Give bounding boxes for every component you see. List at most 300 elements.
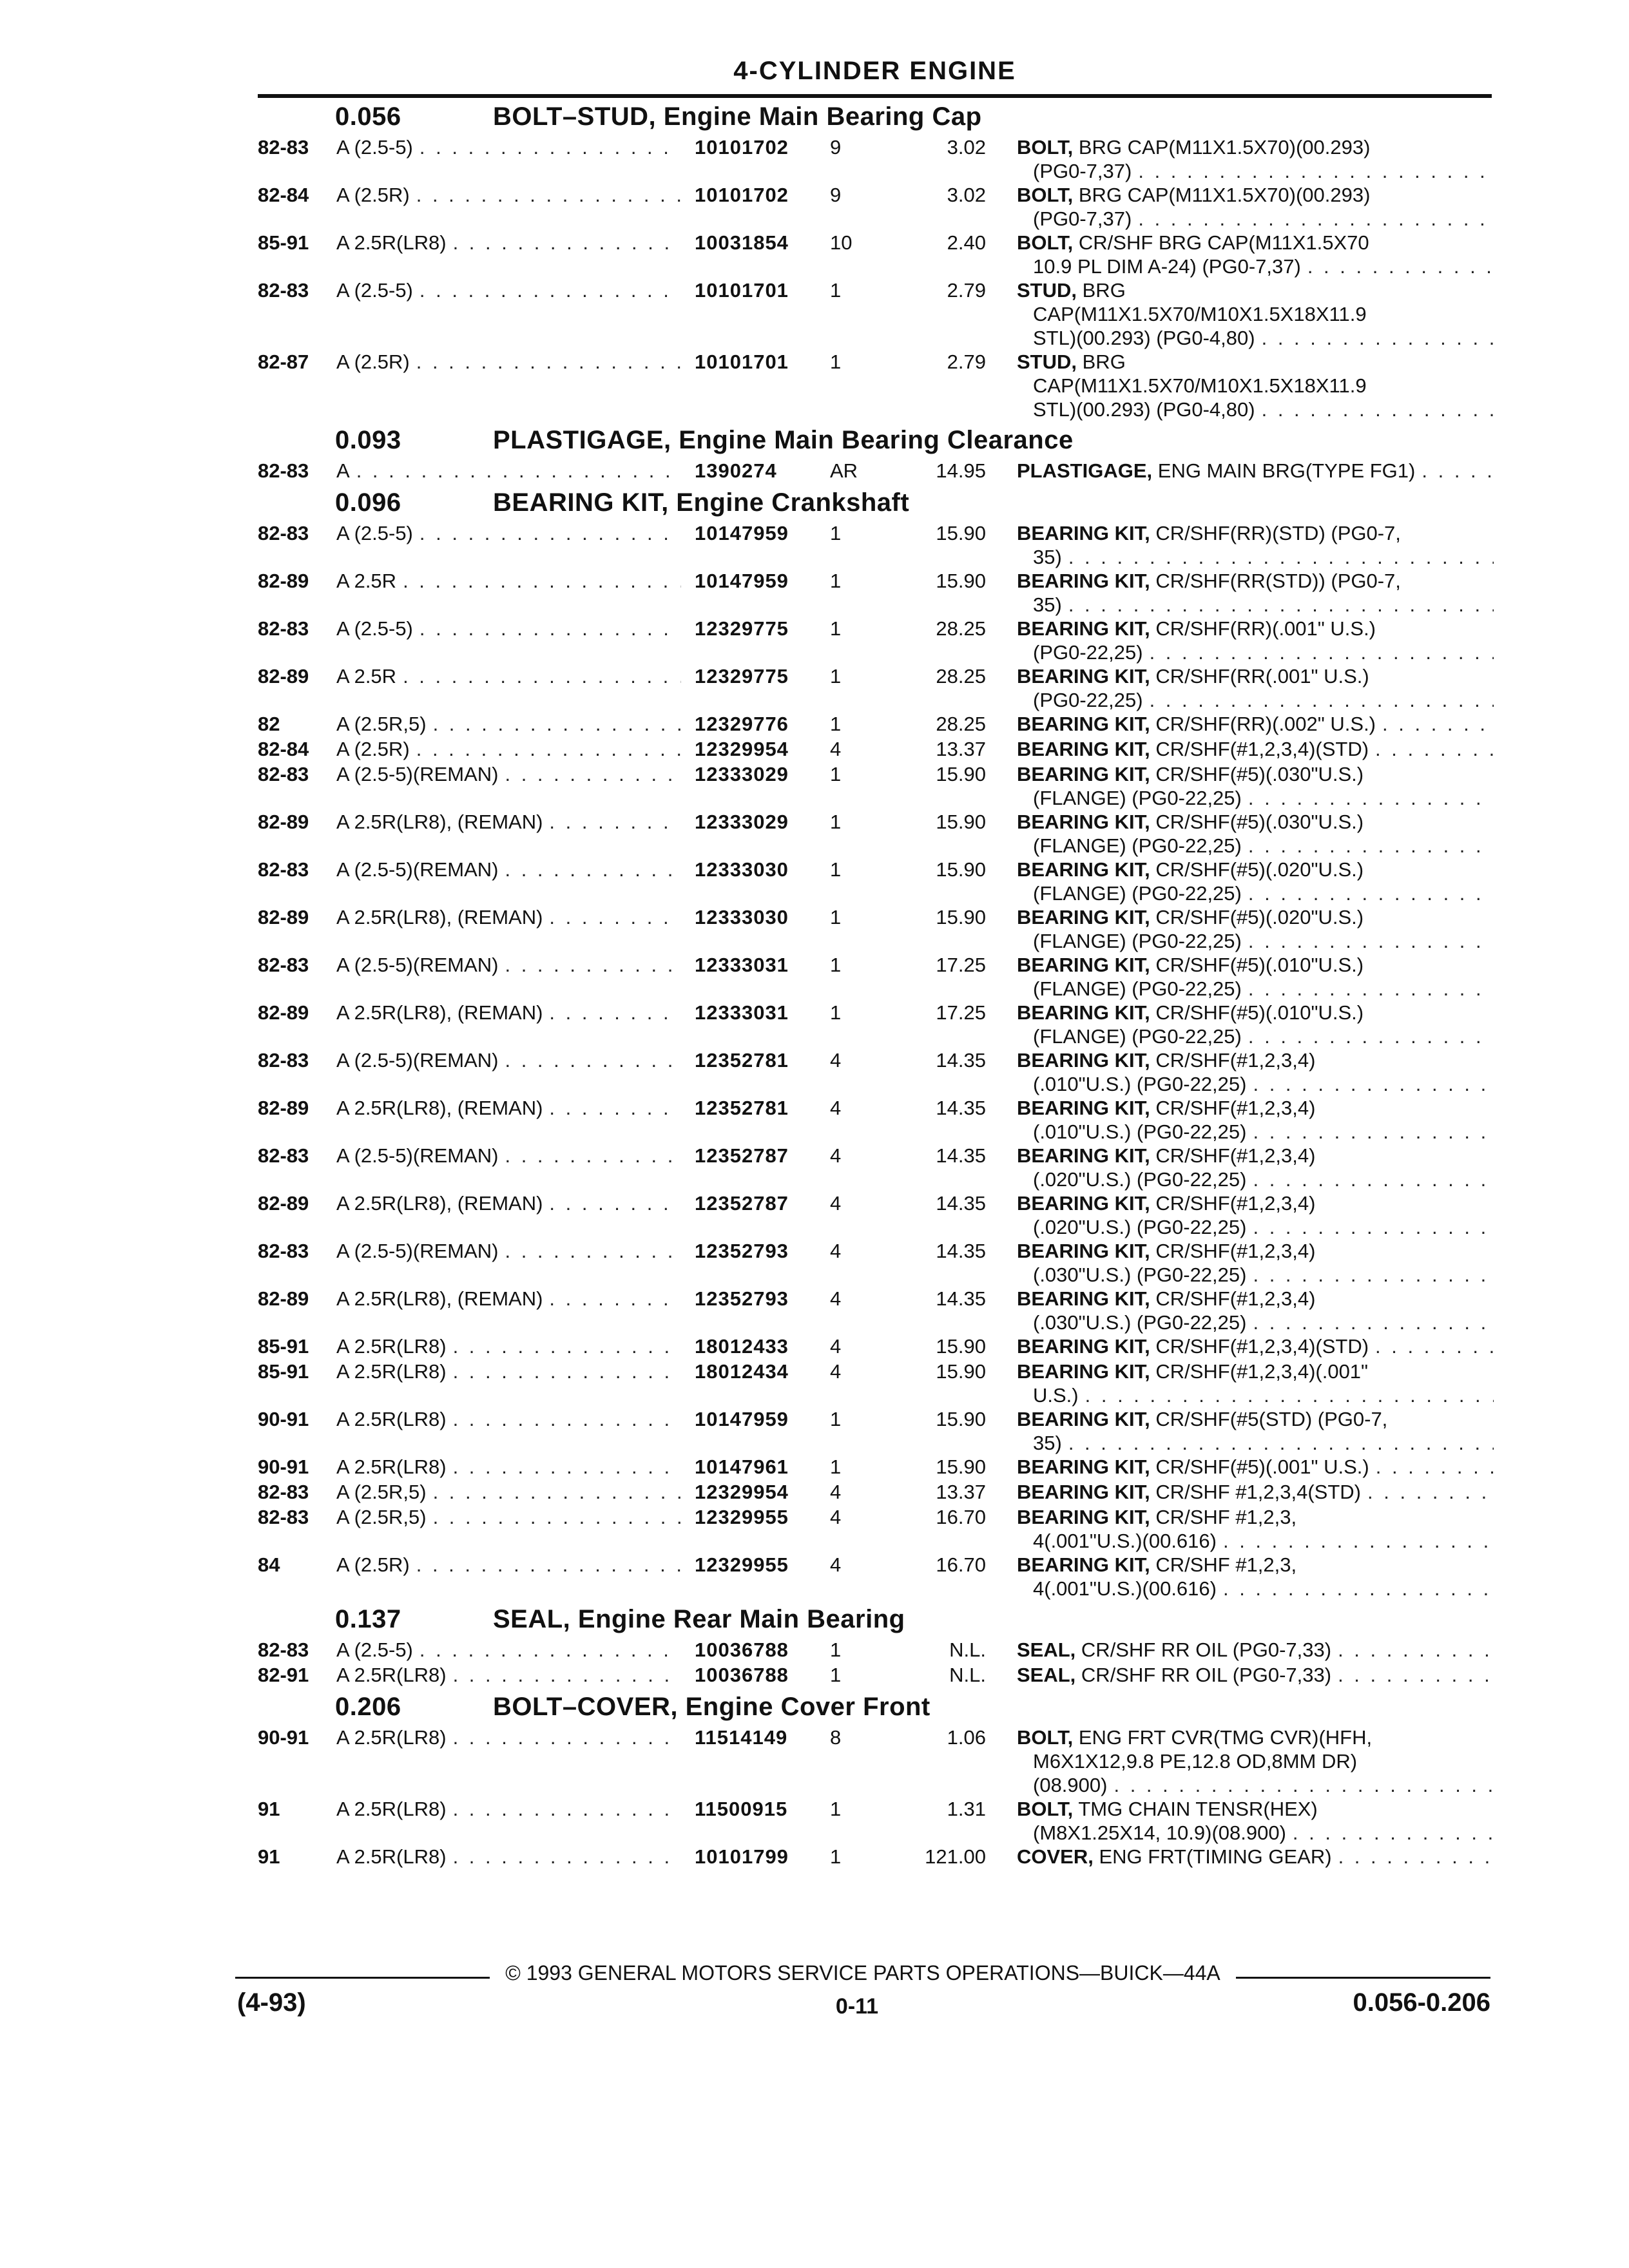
model-cell (336, 521, 681, 545)
part-name: BEARING KIT, (1017, 1001, 1150, 1024)
model-code: A (2.5-5)(REMAN) (336, 954, 499, 976)
leader-dots (1248, 929, 1494, 953)
part-number: 12329776 (695, 713, 789, 735)
leader-dots (1068, 1431, 1494, 1455)
part-name: BEARING KIT, (1017, 1287, 1150, 1310)
description-line: ENG FRT CVR(TMG CVR)(HFH, (1078, 1726, 1373, 1749)
leader-dots (453, 1845, 681, 1869)
description-line: 10.9 PL DIM A-24) (PG0-7,37) (1033, 255, 1301, 278)
quantity: 1 (830, 1639, 842, 1661)
description-cell (1017, 135, 1494, 183)
quantity: 4 (830, 1481, 842, 1503)
quantity: 4 (830, 1287, 842, 1310)
leader-dots (505, 953, 681, 977)
part-number: 10036788 (695, 1639, 789, 1661)
description-line: CR/SHF(#5)(.010"U.S.) (1155, 954, 1364, 976)
leader-dots (453, 231, 681, 255)
quantity: 9 (830, 136, 842, 159)
table-row (0, 1239, 1629, 1287)
part-number: 12329775 (695, 617, 789, 640)
model-year: 90-91 (258, 1456, 309, 1478)
description-line: (PG0-22,25) (1033, 641, 1143, 664)
model-cell (336, 712, 681, 736)
part-name: BEARING KIT, (1017, 811, 1150, 833)
part-number: 10031854 (695, 231, 789, 254)
description-line: (PG0-7,37) (1033, 207, 1132, 230)
part-number: 12329954 (695, 738, 789, 760)
part-number: 12333031 (695, 954, 789, 976)
leader-dots (356, 459, 681, 483)
leader-dots (1150, 688, 1494, 712)
part-number: 12329955 (695, 1506, 789, 1528)
footer-section-range: 0.056-0.206 (1353, 1988, 1490, 2017)
price: 14.35 (936, 1144, 986, 1167)
leader-dots (1223, 1529, 1494, 1553)
table-row (0, 278, 1629, 350)
description-cell (1017, 1048, 1494, 1096)
price: 1.06 (947, 1726, 986, 1749)
table-row (0, 1191, 1629, 1239)
part-number: 12329775 (695, 665, 789, 687)
quantity: 4 (830, 1240, 842, 1262)
price: 15.90 (936, 1456, 986, 1478)
part-name: BEARING KIT, (1017, 1360, 1150, 1383)
description-line: STL)(00.293) (PG0-4,80) (1033, 327, 1255, 349)
leader-dots (1085, 1383, 1494, 1407)
description-cell (1017, 278, 1494, 350)
part-name: BEARING KIT, (1017, 665, 1150, 687)
description-cell (1017, 1191, 1494, 1239)
description-line: (.010"U.S.) (PG0-22,25) (1033, 1073, 1247, 1095)
description-line: (FLANGE) (PG0-22,25) (1033, 977, 1242, 1000)
part-number: 12352787 (695, 1192, 789, 1215)
quantity: 1 (830, 713, 842, 735)
price: 15.90 (936, 906, 986, 928)
model-cell (336, 459, 681, 483)
table-row (0, 350, 1629, 421)
description-line: CR/SHF(#1,2,3,4)(STD) (1155, 1335, 1369, 1358)
description-line: BRG CAP(M11X1.5X70)(00.293) (1078, 136, 1371, 159)
part-number: 12352793 (695, 1287, 789, 1310)
part-name: BOLT, (1017, 136, 1074, 159)
model-code: A 2.5R(LR8) (336, 231, 447, 254)
part-number: 10147959 (695, 522, 789, 544)
part-name: BEARING KIT, (1017, 713, 1150, 735)
model-cell (336, 858, 681, 881)
model-cell (336, 350, 681, 374)
price: 14.35 (936, 1287, 986, 1310)
model-cell (336, 1455, 681, 1479)
description-line: (.020"U.S.) (PG0-22,25) (1033, 1168, 1247, 1191)
model-cell (336, 737, 681, 761)
leader-dots (1138, 207, 1494, 231)
model-cell (336, 1845, 681, 1869)
model-cell (336, 1480, 681, 1504)
part-number: 12333029 (695, 811, 789, 833)
description-line: CR/SHF #1,2,3, (1155, 1553, 1297, 1576)
model-code: A (2.5R) (336, 1553, 410, 1576)
description-cell (1017, 1455, 1494, 1479)
model-cell (336, 278, 681, 302)
table-row (0, 1407, 1629, 1455)
model-code: A (336, 459, 350, 482)
leader-dots (549, 1191, 681, 1215)
model-code: A (2.5-5) (336, 279, 413, 302)
part-number: 11514149 (695, 1726, 788, 1749)
description-line: CR/SHF(RR)(.002" U.S.) (1155, 713, 1376, 735)
leader-dots (549, 1287, 681, 1311)
quantity: AR (830, 459, 858, 482)
table-row (0, 1001, 1629, 1048)
model-year: 82-83 (258, 279, 309, 302)
table-row (0, 1096, 1629, 1144)
leader-dots (1068, 545, 1494, 569)
description-line: (PG0-7,37) (1033, 160, 1132, 182)
model-cell (336, 183, 681, 207)
description-line: CR/SHF(RR)(STD) (PG0-7, (1155, 522, 1401, 544)
part-name: SEAL, (1017, 1664, 1076, 1686)
leader-dots (1376, 1455, 1494, 1479)
description-line: CR/SHF RR OIL (PG0-7,33) (1081, 1639, 1332, 1661)
leader-dots (1248, 881, 1494, 905)
description-line: TMG CHAIN TENSR(HEX) (1078, 1798, 1318, 1820)
model-code: A (2.5-5)(REMAN) (336, 1049, 499, 1072)
model-code: A (2.5R,5) (336, 713, 427, 735)
model-year: 82-84 (258, 184, 309, 206)
price: 121.00 (925, 1845, 986, 1868)
quantity: 1 (830, 906, 842, 928)
model-year: 90-91 (258, 1726, 309, 1749)
part-number: 12333029 (695, 763, 789, 785)
parts-sections (0, 98, 1629, 1870)
quantity: 9 (830, 184, 842, 206)
description-cell (1017, 1239, 1494, 1287)
quantity: 4 (830, 1506, 842, 1528)
model-cell (336, 1553, 681, 1577)
description-cell (1017, 521, 1494, 569)
price: 15.90 (936, 858, 986, 881)
model-cell (336, 905, 681, 929)
leader-dots (1253, 1311, 1494, 1334)
table-row (0, 1480, 1629, 1505)
section-title: BEARING KIT, Engine Crankshaft (493, 488, 910, 517)
model-year: 82-83 (258, 136, 309, 159)
description-line: 35) (1033, 546, 1062, 568)
part-name: STUD, (1017, 351, 1077, 373)
leader-dots (1223, 1577, 1494, 1600)
part-number: 12329955 (695, 1553, 789, 1576)
part-name: BEARING KIT, (1017, 1335, 1150, 1358)
quantity: 1 (830, 1798, 842, 1820)
model-code: A (2.5-5) (336, 617, 413, 640)
model-cell (336, 664, 681, 688)
leader-dots (1248, 834, 1494, 858)
footer-rule-left (235, 1977, 490, 1979)
model-year: 82-83 (258, 1049, 309, 1072)
price: 1.31 (947, 1798, 986, 1820)
model-year: 91 (258, 1798, 280, 1820)
model-cell (336, 1287, 681, 1311)
description-cell (1017, 1638, 1494, 1662)
leader-dots (1375, 737, 1494, 761)
model-code: A 2.5R (336, 570, 397, 592)
section-title: SEAL, Engine Rear Main Bearing (493, 1605, 905, 1633)
price: 15.90 (936, 1335, 986, 1358)
description-line: CR/SHF RR OIL (PG0-7,33) (1081, 1664, 1332, 1686)
description-line: CR/SHF(#5)(.001" U.S.) (1155, 1456, 1369, 1478)
table-row (0, 231, 1629, 278)
part-name: BEARING KIT, (1017, 570, 1150, 592)
part-number: 12352793 (695, 1240, 789, 1262)
description-line: CR/SHF(#5(STD) (PG0-7, (1155, 1408, 1388, 1430)
table-row (0, 737, 1629, 762)
model-cell (336, 1334, 681, 1358)
model-cell (336, 1001, 681, 1024)
model-year: 82-89 (258, 665, 309, 687)
leader-dots (1367, 1480, 1494, 1504)
part-name: STUD, (1017, 279, 1077, 302)
description-cell (1017, 1287, 1494, 1334)
table-row (0, 1360, 1629, 1407)
table-row (0, 1505, 1629, 1553)
description-line: CR/SHF(#5)(.030"U.S.) (1155, 763, 1364, 785)
part-number: 1390274 (695, 459, 777, 482)
part-number: 12352781 (695, 1097, 789, 1119)
model-year: 85-91 (258, 1335, 309, 1358)
model-cell (336, 1096, 681, 1120)
description-line: CAP(M11X1.5X70/M10X1.5X18X11.9 (1033, 374, 1367, 397)
footer-rule-right (1236, 1977, 1490, 1979)
description-line: CR/SHF(#1,2,3,4) (1155, 1240, 1316, 1262)
model-cell (336, 135, 681, 159)
leader-dots (1248, 977, 1494, 1001)
section-number: 0.206 (335, 1693, 401, 1721)
description-line: CR/SHF #1,2,3,4(STD) (1155, 1481, 1362, 1503)
description-line: STL)(00.293) (PG0-4,80) (1033, 398, 1255, 421)
model-code: A (2.5-5)(REMAN) (336, 1144, 499, 1167)
model-cell (336, 762, 681, 786)
leader-dots (549, 1001, 681, 1024)
description-line: CR/SHF(#1,2,3,4) (1155, 1192, 1316, 1215)
section-header (0, 421, 1629, 459)
model-code: A (2.5-5)(REMAN) (336, 858, 499, 881)
part-name: BEARING KIT, (1017, 1144, 1150, 1167)
model-code: A 2.5R(LR8) (336, 1456, 447, 1478)
description-cell (1017, 1407, 1494, 1455)
leader-dots (433, 1480, 681, 1504)
description-cell (1017, 1505, 1494, 1553)
description-line: CR/SHF #1,2,3, (1155, 1506, 1297, 1528)
leader-dots (1248, 1024, 1494, 1048)
description-line: 4(.001"U.S.)(00.616) (1033, 1577, 1217, 1600)
model-year: 82-83 (258, 1240, 309, 1262)
description-line: M6X1X12,9.8 PE,12.8 OD,8MM DR) (1033, 1750, 1358, 1773)
description-line: CR/SHF(#1,2,3,4)(STD) (1155, 738, 1369, 760)
description-line: CR/SHF(#1,2,3,4) (1155, 1287, 1316, 1310)
section-number: 0.137 (335, 1605, 401, 1633)
model-cell (336, 231, 681, 255)
quantity: 1 (830, 665, 842, 687)
description-line: CR/SHF(#1,2,3,4) (1155, 1144, 1316, 1167)
quantity: 4 (830, 1049, 842, 1072)
quantity: 1 (830, 763, 842, 785)
model-cell (336, 1191, 681, 1215)
table-row (0, 1725, 1629, 1797)
model-year: 82-87 (258, 351, 309, 373)
description-line: CR/SHF(RR)(.001" U.S.) (1155, 617, 1376, 640)
quantity: 4 (830, 1097, 842, 1119)
section-header (0, 1688, 1629, 1725)
table-row (0, 762, 1629, 810)
price: 16.70 (936, 1506, 986, 1528)
price: 28.25 (936, 665, 986, 687)
price: 2.40 (947, 231, 986, 254)
leader-dots (1068, 593, 1494, 617)
leader-dots (416, 1553, 681, 1577)
leader-dots (1253, 1120, 1494, 1144)
table-row (0, 617, 1629, 664)
leader-dots (505, 762, 681, 786)
description-line: (08.900) (1033, 1774, 1108, 1796)
model-year: 82-89 (258, 1287, 309, 1310)
leader-dots (1253, 1263, 1494, 1287)
leader-dots (453, 1725, 681, 1749)
model-year: 82-89 (258, 1097, 309, 1119)
description-line: (FLANGE) (PG0-22,25) (1033, 834, 1242, 857)
model-code: A (2.5R,5) (336, 1506, 427, 1528)
description-cell (1017, 1480, 1494, 1504)
description-line: CR/SHF(#5)(.010"U.S.) (1155, 1001, 1364, 1024)
part-name: BEARING KIT, (1017, 763, 1150, 785)
section-title: BOLT–STUD, Engine Main Bearing Cap (493, 102, 982, 131)
description-cell (1017, 737, 1494, 761)
quantity: 1 (830, 858, 842, 881)
price: 3.02 (947, 184, 986, 206)
leader-dots (505, 1048, 681, 1072)
price: 14.95 (936, 459, 986, 482)
price: 15.90 (936, 570, 986, 592)
table-row (0, 1334, 1629, 1360)
leader-dots (1253, 1168, 1494, 1191)
footer-page-number: 0-11 (835, 1994, 879, 2019)
model-code: A 2.5R(LR8) (336, 1335, 447, 1358)
model-code: A (2.5-5)(REMAN) (336, 1240, 499, 1262)
description-cell (1017, 459, 1494, 483)
description-line: 4(.001"U.S.)(00.616) (1033, 1530, 1217, 1552)
description-cell (1017, 858, 1494, 905)
table-row (0, 664, 1629, 712)
part-name: BOLT, (1017, 184, 1074, 206)
model-year: 82-91 (258, 1664, 309, 1686)
description-cell (1017, 1725, 1494, 1797)
description-cell (1017, 1663, 1494, 1687)
leader-dots (453, 1797, 681, 1821)
description-cell (1017, 1360, 1494, 1407)
leader-dots (1422, 459, 1494, 483)
description-line: CR/SHF(#5)(.020"U.S.) (1155, 858, 1364, 881)
description-line: (FLANGE) (PG0-22,25) (1033, 930, 1242, 952)
section-number: 0.093 (335, 426, 401, 454)
model-cell (336, 1407, 681, 1431)
model-year: 82-83 (258, 858, 309, 881)
price: 14.35 (936, 1049, 986, 1072)
part-name: SEAL, (1017, 1639, 1076, 1661)
model-cell (336, 1048, 681, 1072)
price: 16.70 (936, 1553, 986, 1576)
model-cell (336, 1725, 681, 1749)
price: 2.79 (947, 351, 986, 373)
description-cell (1017, 762, 1494, 810)
section-number: 0.056 (335, 102, 401, 131)
part-name: BOLT, (1017, 1798, 1074, 1820)
table-row (0, 1455, 1629, 1480)
description-line: (M8X1.25X14, 10.9)(08.900) (1033, 1821, 1286, 1844)
description-cell (1017, 350, 1494, 421)
description-line: (.020"U.S.) (PG0-22,25) (1033, 1216, 1247, 1238)
leader-dots (1338, 1663, 1494, 1687)
leader-dots (1138, 159, 1494, 183)
table-row (0, 1287, 1629, 1334)
leader-dots (1150, 640, 1494, 664)
footer-date-code: (4-93) (237, 1988, 306, 2017)
description-cell (1017, 569, 1494, 617)
part-name: BEARING KIT, (1017, 1553, 1150, 1576)
quantity: 8 (830, 1726, 842, 1749)
price: 14.35 (936, 1240, 986, 1262)
quantity: 1 (830, 1408, 842, 1430)
model-year: 82-83 (258, 763, 309, 785)
description-line: BRG (1082, 279, 1126, 302)
model-year: 82-89 (258, 570, 309, 592)
part-number: 12329954 (695, 1481, 789, 1503)
leader-dots (505, 858, 681, 881)
quantity: 1 (830, 1845, 842, 1868)
model-year: 82 (258, 713, 280, 735)
description-line: CR/SHF(#5)(.030"U.S.) (1155, 811, 1364, 833)
part-name: BOLT, (1017, 231, 1074, 254)
description-cell (1017, 1797, 1494, 1845)
model-code: A 2.5R(LR8), (REMAN) (336, 811, 543, 833)
leader-dots (505, 1144, 681, 1168)
price: 15.90 (936, 522, 986, 544)
part-number: 10101702 (695, 136, 789, 159)
model-year: 82-89 (258, 811, 309, 833)
model-code: A 2.5R(LR8), (REMAN) (336, 1001, 543, 1024)
table-row (0, 1144, 1629, 1191)
description-line: CR/SHF(#1,2,3,4) (1155, 1049, 1316, 1072)
description-line: CR/SHF(#1,2,3,4) (1155, 1097, 1316, 1119)
description-cell (1017, 953, 1494, 1001)
model-code: A (2.5R) (336, 738, 410, 760)
description-line: CR/SHF(#5)(.020"U.S.) (1155, 906, 1364, 928)
quantity: 4 (830, 738, 842, 760)
quantity: 1 (830, 617, 842, 640)
quantity: 4 (830, 1144, 842, 1167)
quantity: 1 (830, 1001, 842, 1024)
leader-dots (453, 1360, 681, 1383)
leader-dots (1307, 255, 1494, 278)
table-row (0, 1663, 1629, 1688)
model-code: A (2.5R) (336, 351, 410, 373)
part-name: BEARING KIT, (1017, 1456, 1150, 1478)
description-line: CAP(M11X1.5X70/M10X1.5X18X11.9 (1033, 303, 1367, 325)
model-cell (336, 1360, 681, 1383)
table-row (0, 905, 1629, 953)
description-line: U.S.) (1033, 1384, 1079, 1407)
leader-dots (419, 617, 681, 640)
description-line: CR/SHF BRG CAP(M11X1.5X70 (1078, 231, 1369, 254)
model-code: A 2.5R(LR8), (REMAN) (336, 906, 543, 928)
